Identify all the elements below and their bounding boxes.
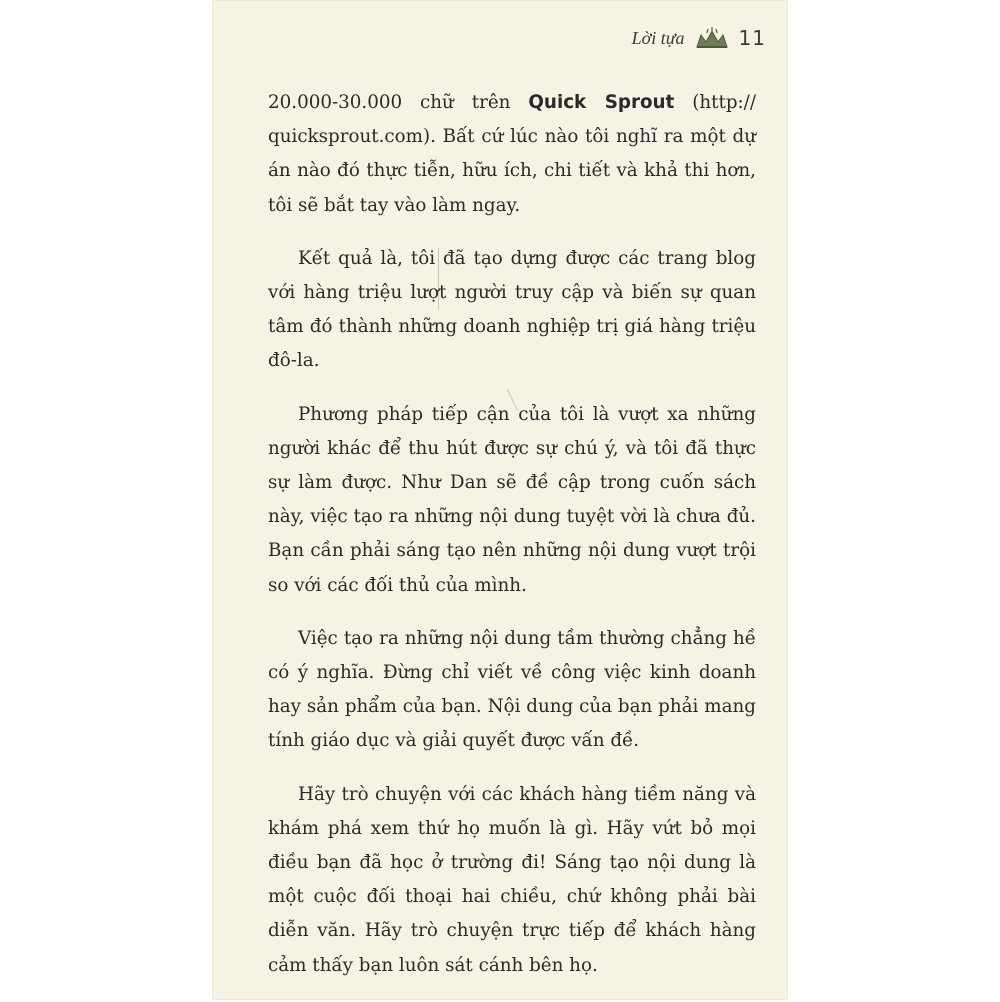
paragraph-1 <box>268 86 756 223</box>
paragraph-2: Kết quả là, tôi đã tạo dựng được các trang blog với hàng triệu lượt người truy cập và biến sự quan tâm đó thành những doanh nghiệp trị giá hàng triệu đô-la. <box>268 247 756 372</box>
chapter-title: Lời tựa <box>631 27 685 48</box>
paragraph-5: Hãy trò chuyện với các khách hàng tiềm năng và khám phá xem thứ họ muốn là gì. Hãy vứt bỏ mọi điều bạn đã học ở trường đi! Sáng tạo nội dung là một cuộc đối thoại hai chiều, chứ không phải bài diễn văn. Hãy trò chuyện trực tiếp để khách hàng cảm thấy bạn luôn sát cánh bên họ. <box>268 783 756 976</box>
paragraph-3: Phương pháp tiếp cận của tôi là vượt xa những người khác để thu hút được sự chú ý, và tôi đã thực sự làm được. Như Dan sẽ đề cập trong cuốn sách này, việc tạo ra những nội dung tuyệt vời là chưa đủ. Bạn cần phải sáng tạo nên những nội dung vượt trội so với các đối thủ của mình. <box>268 403 756 596</box>
body-text <box>268 86 756 1002</box>
page-number: 11 <box>738 26 766 50</box>
paragraph-1-rest: (http:// quicksprout.com). Bất cứ lúc nào tôi nghĩ ra một dự án nào đó thực tiễn, hữu ích, chi tiết và khả thi hơn, tôi sẽ bắt tay vào làm ngay. <box>268 92 756 216</box>
brand-name: Quick Sprout <box>528 92 675 113</box>
crown-ornament-icon <box>695 27 729 49</box>
running-header <box>632 26 766 50</box>
book-page <box>212 0 788 1000</box>
paragraph-4: Việc tạo ra những nội dung tầm thường chẳng hề có ý nghĩa. Đừng chỉ viết về công việc kinh doanh hay sản phẩm của bạn. Nội dung của bạn phải mang tính giáo dục và giải quyết được vấn đề. <box>268 627 756 752</box>
paragraph-1-lead: 20.000-30.000 chữ trên <box>268 92 529 113</box>
